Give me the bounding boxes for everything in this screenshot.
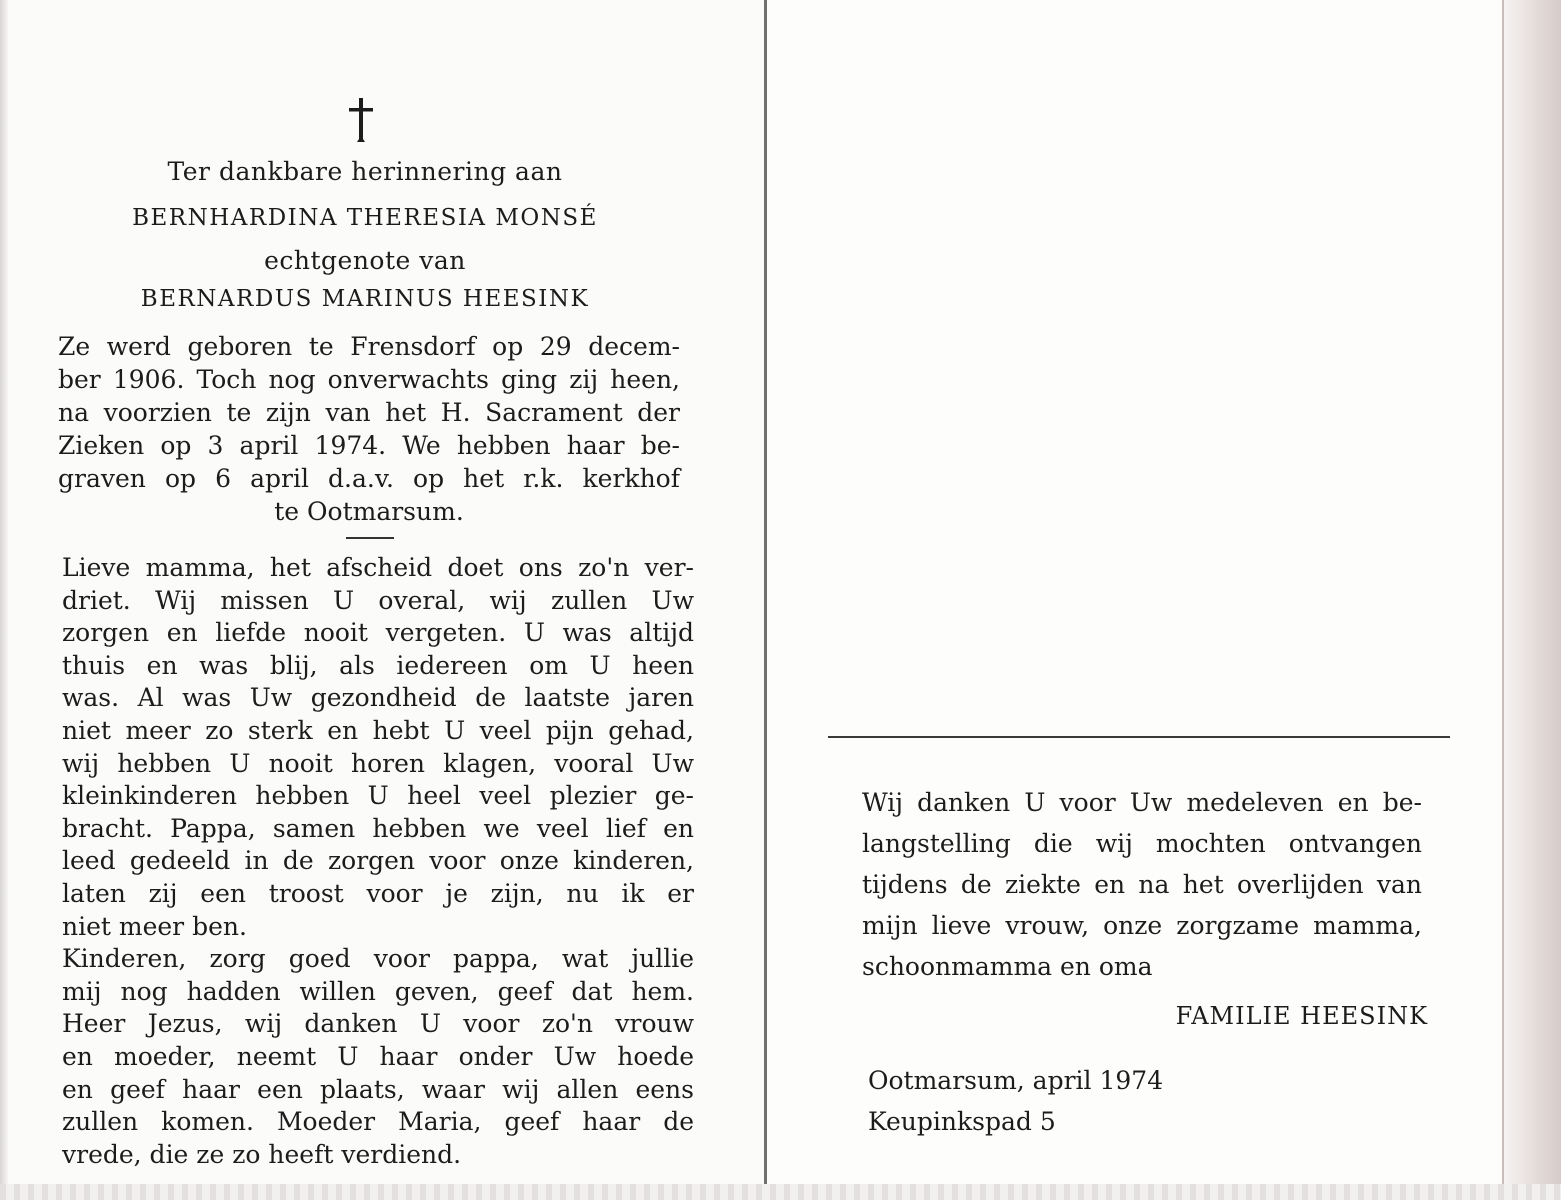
card-right-edge-shadow	[1502, 0, 1561, 1200]
card-left-edge	[0, 0, 8, 1200]
message-line: niet meer zo sterk en hebt U veel pijn gehad,	[62, 715, 694, 745]
card-bottom-edge	[0, 1184, 1561, 1200]
message-line: kleinkinderen hebben U heel veel plezier ge-	[62, 781, 694, 811]
message-line: vrede, die ze zo heeft verdiend.	[62, 1139, 462, 1169]
message-line: laten zij een troost voor je zijn, nu ik er	[62, 878, 694, 908]
message-line: leed gedeeld in de zorgen voor onze kinderen,	[62, 846, 694, 876]
message-line: thuis en was blij, als iedereen om U heen	[62, 650, 694, 680]
thanks-line: langstelling die wij mochten ontvangen	[862, 829, 1422, 858]
thanks-line: mijn lieve vrouw, onze zorgzame mamma,	[862, 911, 1422, 940]
bio-line: te Ootmarsum.	[274, 497, 464, 526]
biography-paragraph	[58, 330, 680, 528]
cross-icon	[344, 96, 378, 144]
message-line: was. Al was Uw gezondheid de laatste jaren	[62, 683, 694, 713]
thanks-line: Wij danken U voor Uw medeleven en be-	[862, 788, 1422, 817]
message-line: zullen komen. Moeder Maria, geef haar de	[62, 1107, 694, 1137]
message-line: bracht. Pappa, samen hebben we veel lief en	[62, 813, 694, 843]
farewell-message	[62, 552, 694, 1171]
right-card-divider	[828, 736, 1450, 738]
message-line: Heer Jezus, wij danken U voor zo'n vrouw	[62, 1009, 694, 1039]
bio-line: ber 1906. Toch nog onverwachts ging zij heen,	[58, 365, 680, 394]
message-line: Kinderen, zorg goed voor pappa, wat jullie	[62, 944, 694, 974]
bio-line: graven op 6 april d.a.v. op het r.k. kerkhof	[58, 464, 680, 493]
message-line: wij hebben U nooit horen klagen, vooral Uw	[62, 748, 694, 778]
place-date: Ootmarsum, april 1974	[868, 1066, 1164, 1095]
bio-line: na voorzien te zijn van het H. Sacrament der	[58, 398, 680, 427]
message-line: niet meer ben.	[62, 911, 247, 941]
relation-text: echtgenote van	[264, 246, 466, 275]
deceased-name: BERNHARDINA THERESIA MONSÉ	[132, 205, 598, 231]
bio-line: Zieken op 3 april 1974. We hebben haar be-	[58, 431, 680, 460]
spouse-name: BERNARDUS MARINUS HEESINK	[140, 286, 590, 312]
section-divider	[346, 537, 394, 539]
message-line: Lieve mamma, het afscheid doet ons zo'n ver-	[62, 553, 694, 582]
thank-you-paragraph	[862, 782, 1422, 987]
intro-text: Ter dankbare herinnering aan	[167, 157, 563, 186]
family-signature: FAMILIE HEESINK	[1175, 1002, 1428, 1030]
thanks-line: schoonmamma en oma	[862, 952, 1153, 981]
bio-line: Ze werd geboren te Frensdorf op 29 decem-	[58, 332, 680, 361]
message-line: zorgen en liefde nooit vergeten. U was altijd	[62, 618, 694, 648]
message-line: driet. Wij missen U overal, wij zullen Uw	[62, 585, 694, 615]
address: Keupinkspad 5	[868, 1107, 1056, 1136]
message-line: en moeder, neemt U haar onder Uw hoede	[62, 1041, 694, 1071]
thanks-line: tijdens de ziekte en na het overlijden van	[862, 870, 1422, 899]
message-line: en geef haar een plaats, waar wij allen eens	[62, 1074, 694, 1104]
message-line: mij nog hadden willen geven, geef dat hem.	[62, 976, 694, 1006]
